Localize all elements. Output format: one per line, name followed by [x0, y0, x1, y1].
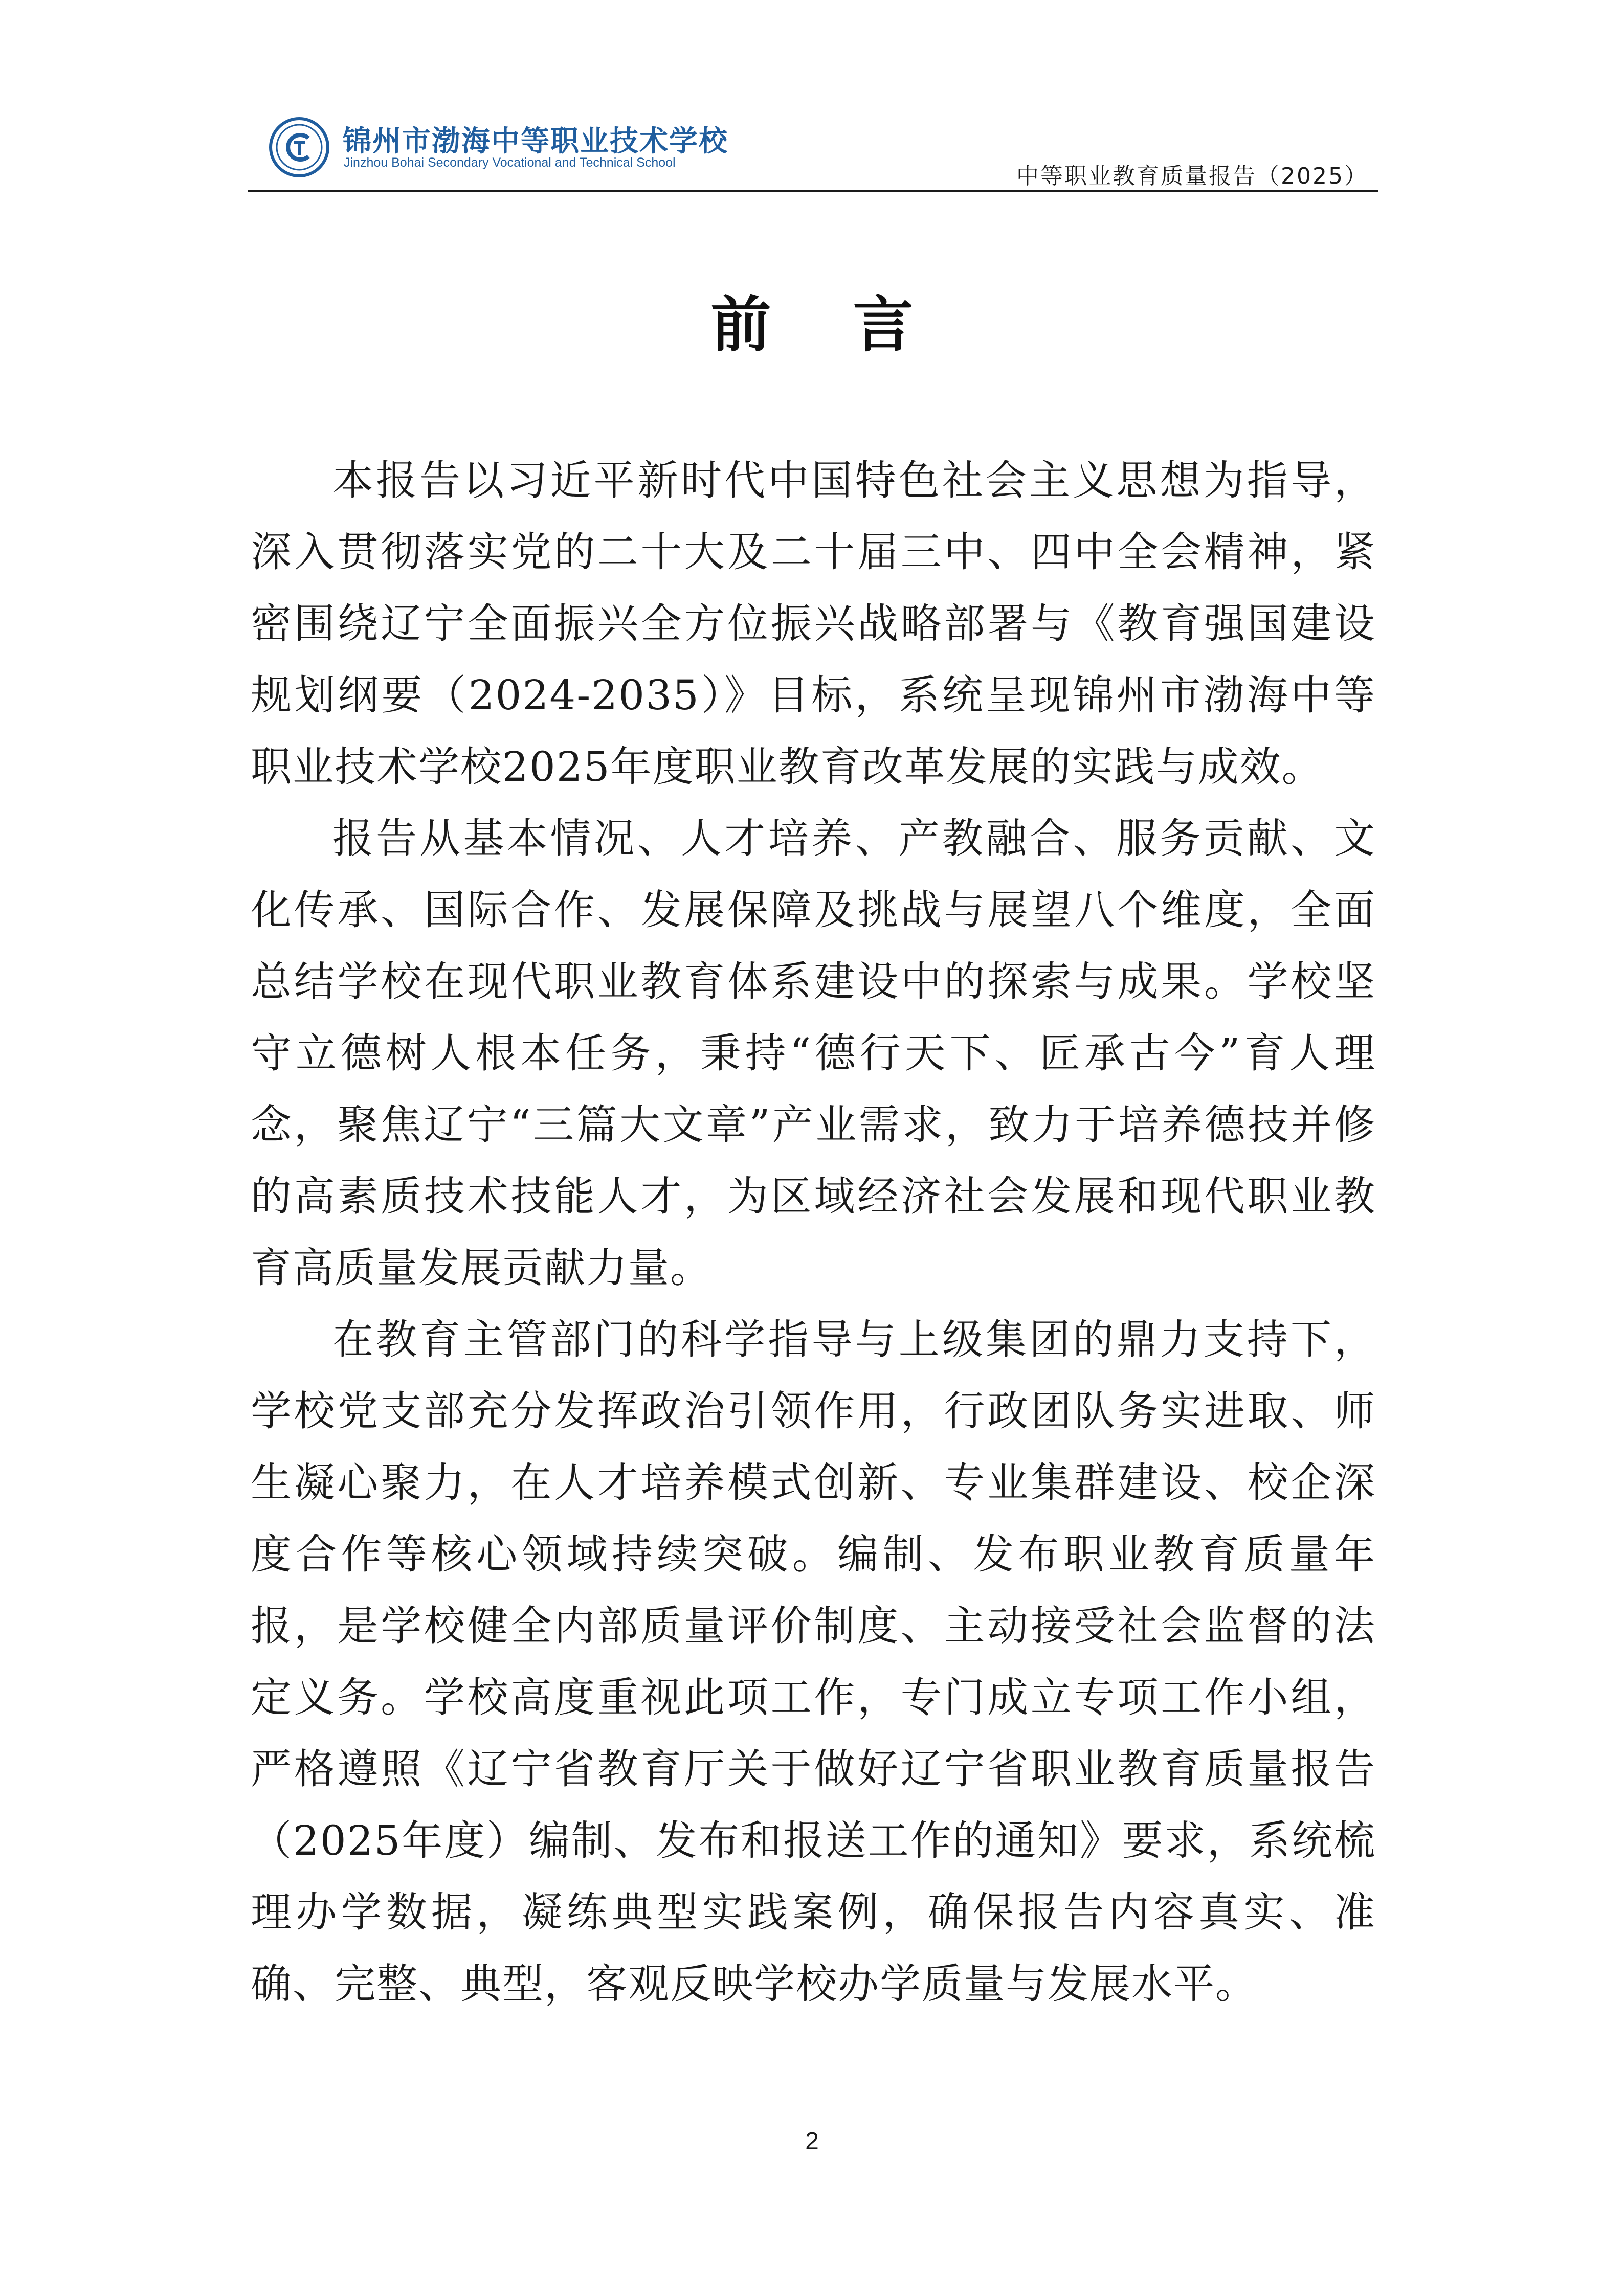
- school-emblem-icon: [269, 117, 330, 178]
- report-title: 中等职业教育质量报告（2025）: [1016, 163, 1368, 189]
- school-name: 锦州市渤海中等职业技术学校: [343, 125, 728, 158]
- page-header: [248, 102, 1378, 194]
- school-name-english: Jinzhou Bohai Secondary Vocational and Technical School: [344, 155, 676, 170]
- body-text: [251, 445, 1376, 2020]
- page-number: 2: [805, 2128, 819, 2155]
- page-title: 前言: [710, 289, 995, 360]
- header-divider: [248, 190, 1378, 192]
- paragraph: 在教育主管部门的科学指导与上级集团的鼎力支持下，学校党支部充分发挥政治引领作用，行政团队务实进取、师生凝心聚力，在人才培养模式创新、专业集群建设、校企深度合作等核心领域持续突破。编制、发布职业教育质量年报，是学校健全内部质量评价制度、主动接受社会监督的法定义务。学校高度重视此项工作，专门成立专项工作小组，严格遵照《辽宁省教育厅关于做好辽宁省职业教育质量报告（2025年度）编制、发布和报送工作的通知》要求，系统梳理办学数据，凝练典型实践案例，确保报告内容真实、准确、完整、典型，客观反映学校办学质量与发展水平。: [251, 1316, 1376, 2008]
- paragraph: 本报告以习近平新时代中国特色社会主义思想为指导，深入贯彻落实党的二十大及二十届三中、四中全会精神，紧密围绕辽宁全面振兴全方位振兴战略部署与《教育强国建设规划纲要（2024-2035）》目标，系统呈现锦州市渤海中等职业技术学校2025年度职业教育改革发展的实践与成效。: [251, 457, 1376, 791]
- paragraph: 报告从基本情况、人才培养、产教融合、服务贡献、文化传承、国际合作、发展保障及挑战与展望八个维度，全面总结学校在现代职业教育体系建设中的探索与成果。学校坚守立德树人根本任务，秉持“德行天下、匠承古今”育人理念，聚焦辽宁“三篇大文章”产业需求，致力于培养德技并修的高素质技术技能人才，为区域经济社会发展和现代职业教育高质量发展贡献力量。: [251, 815, 1376, 1292]
